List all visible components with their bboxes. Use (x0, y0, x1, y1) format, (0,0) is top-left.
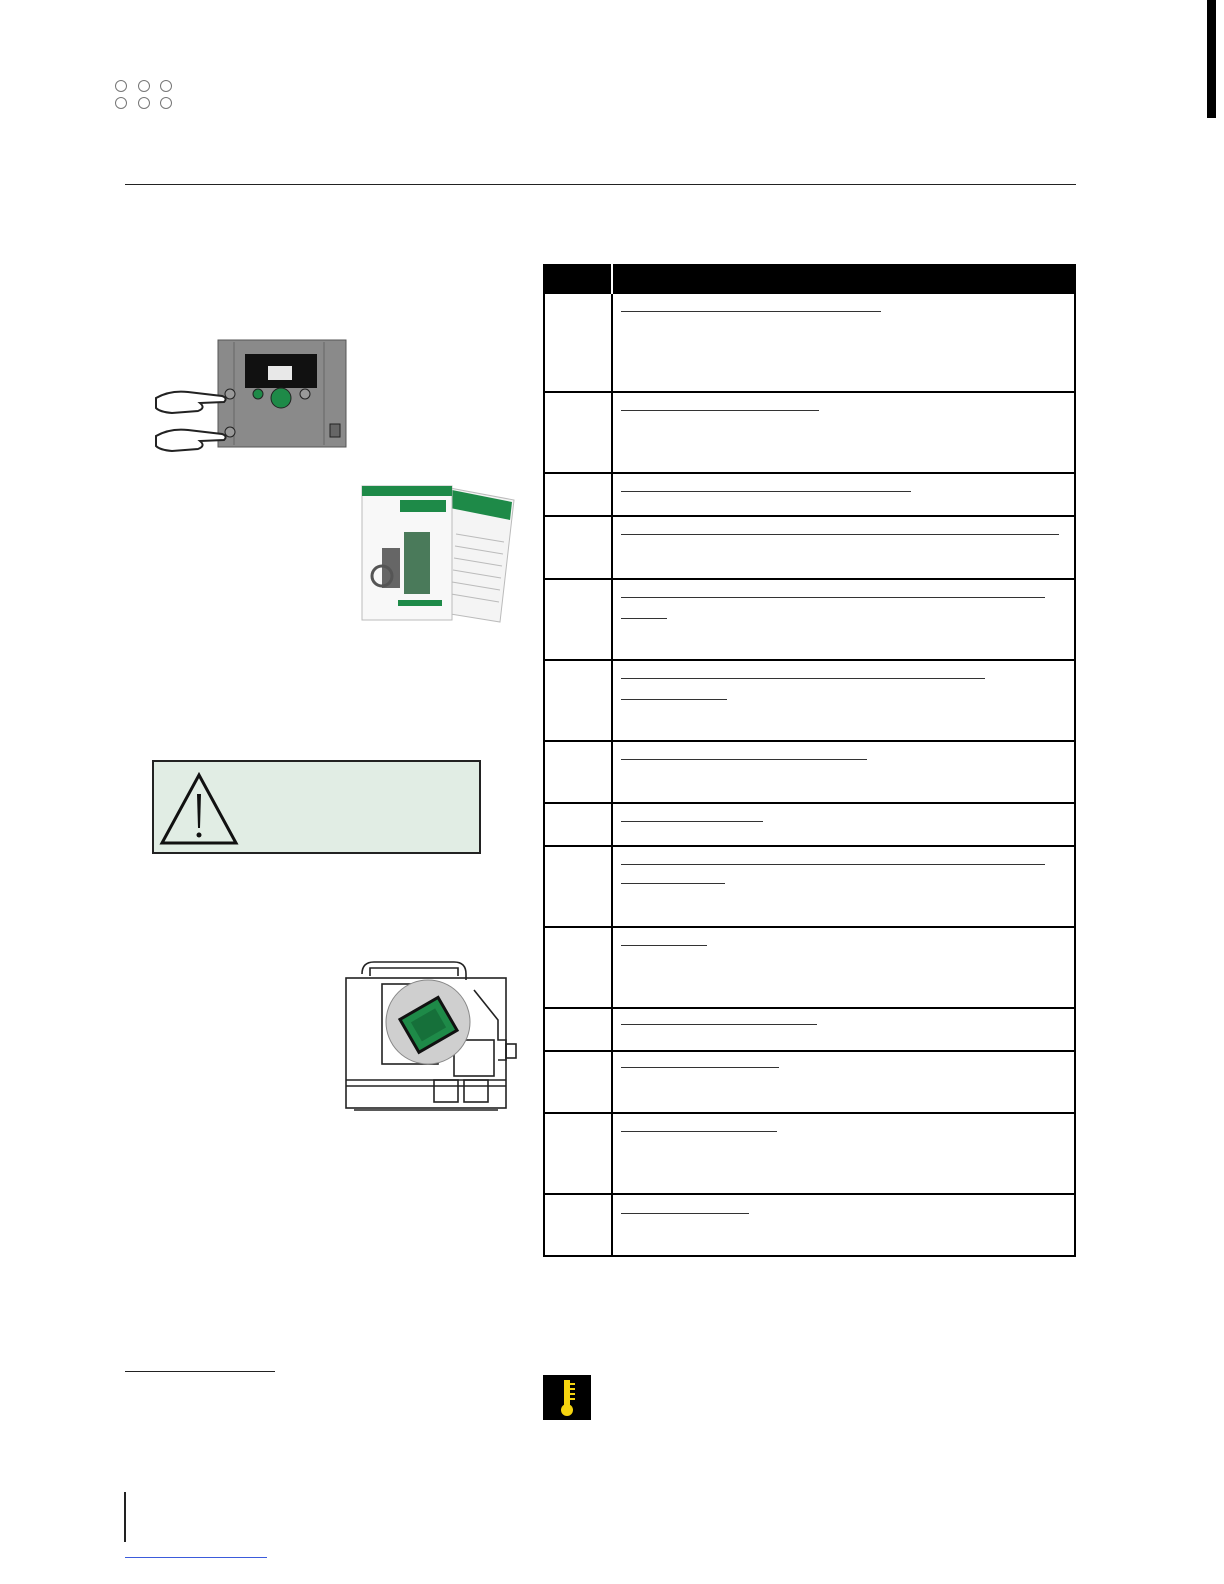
page-edge-tab (1207, 0, 1216, 118)
footnote-rule (125, 1371, 275, 1372)
table-row (544, 473, 1075, 516)
table-row (544, 846, 1075, 927)
table-row (544, 579, 1075, 660)
table-row (544, 660, 1075, 741)
warning-box (152, 760, 481, 854)
code-table (543, 264, 1076, 1257)
table-row (544, 1194, 1075, 1256)
control-panel-hands-figure (152, 338, 352, 463)
table-header-cell (544, 265, 612, 293)
overheat-status-indicator (543, 1375, 591, 1420)
brand-logo (113, 79, 175, 111)
thermometer-icon (543, 1375, 591, 1420)
footer-link[interactable] (125, 1557, 267, 1558)
table-row (544, 741, 1075, 803)
table-row (544, 927, 1075, 1008)
table-header-row (544, 265, 1075, 293)
table-row (544, 803, 1075, 846)
booklet-icon (360, 484, 516, 624)
header-rule (125, 184, 1076, 185)
table-row (544, 516, 1075, 579)
table-header-cell (612, 265, 1075, 293)
table-row (544, 1113, 1075, 1194)
table-row (544, 293, 1075, 392)
table-row (544, 1051, 1075, 1113)
quick-guide-booklet-figure (360, 484, 516, 624)
machine-sd-card-figure (334, 960, 520, 1115)
footer-margin-bar (124, 1492, 126, 1542)
table-row (544, 1008, 1075, 1051)
table-row (544, 392, 1075, 473)
warning-triangle-icon (159, 772, 239, 846)
hand-pointer-icon (156, 392, 226, 451)
